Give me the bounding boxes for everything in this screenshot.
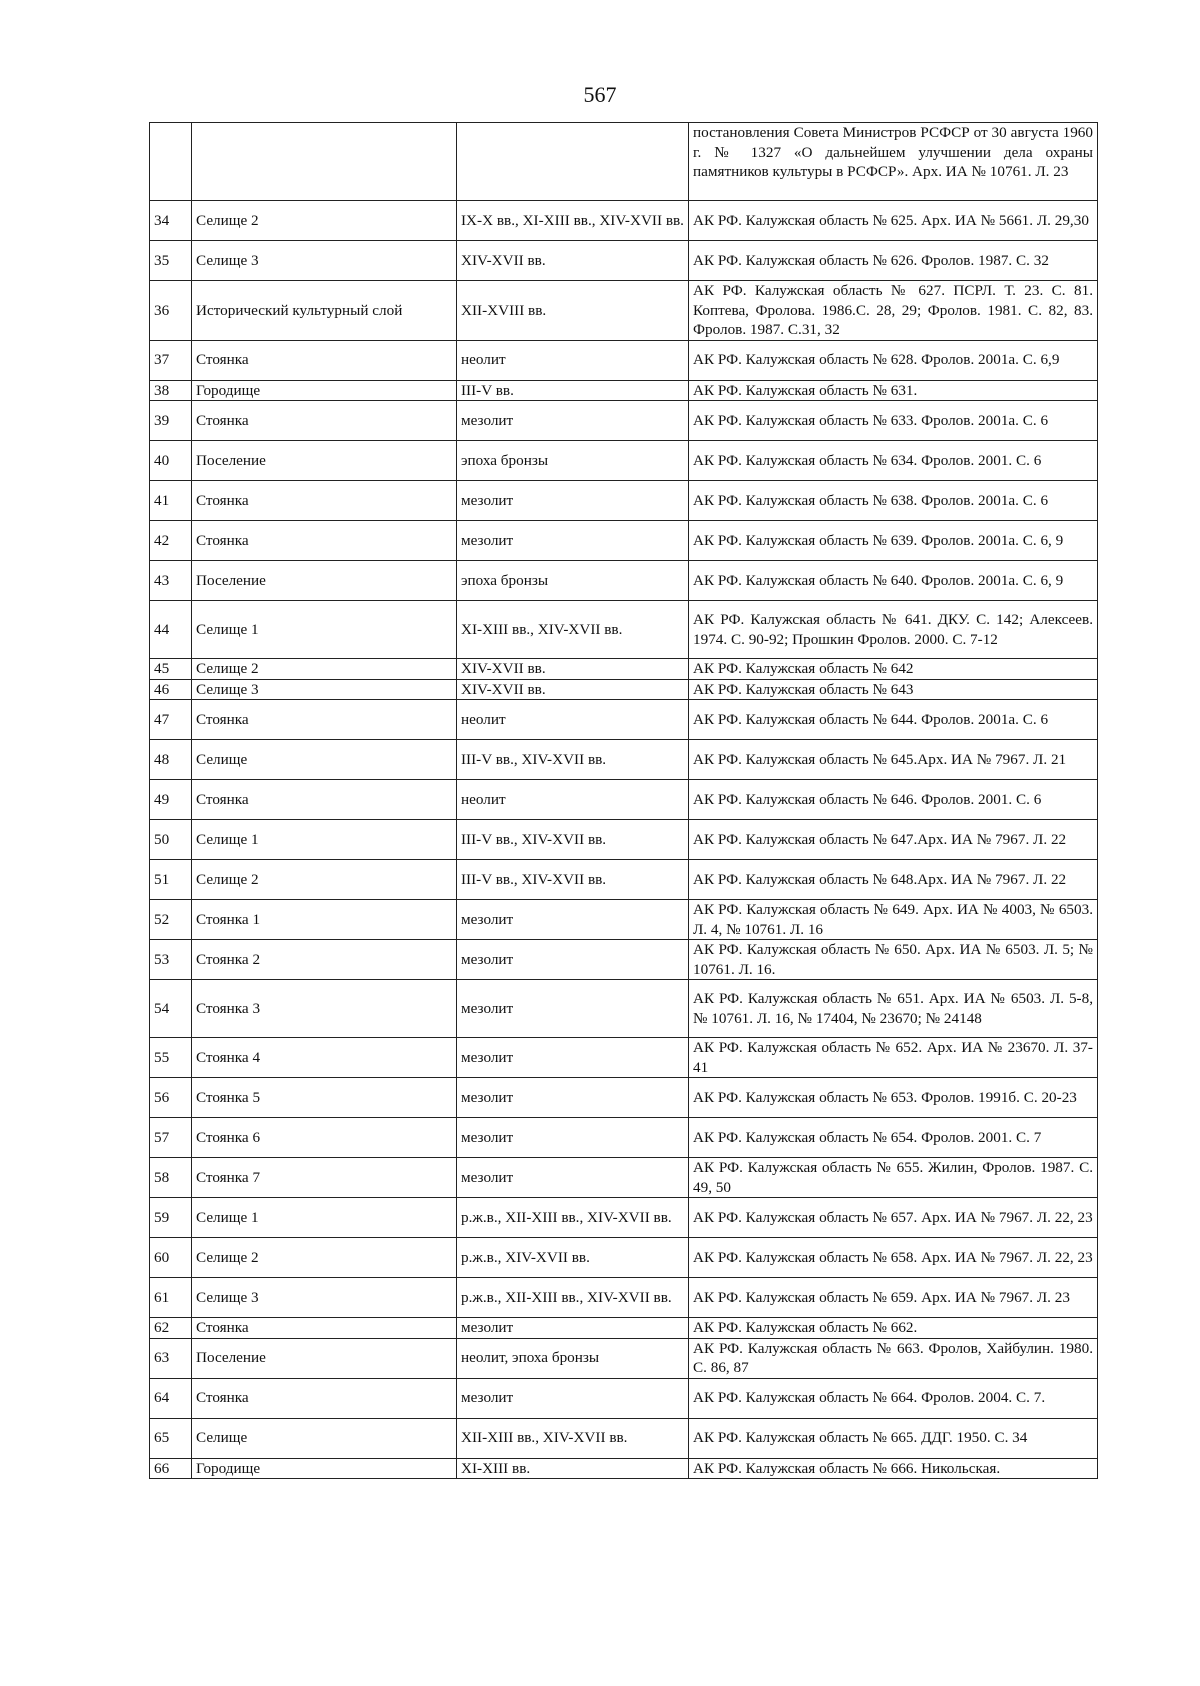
table-row xyxy=(150,340,1098,380)
source-reference: АК РФ. Калужская область № 647.Арх. ИА № 7967. Л. 22 xyxy=(689,820,1098,860)
source-reference: АК РФ. Калужская область № 666. Никольская. xyxy=(689,1458,1098,1479)
monument-dating: мезолит xyxy=(457,1158,689,1198)
monument-dating: IX-X вв., XI-XIII вв., XIV-XVII вв. xyxy=(457,201,689,241)
source-reference: АК РФ. Калужская область № 627. ПСРЛ. Т. 23. С. 81. Коптева, Фролова. 1986.С. 28, 29; Фролов. 1981. С. 82, 83. Фролов. 1987. С.31, 32 xyxy=(689,281,1098,341)
source-reference: АК РФ. Калужская область № 644. Фролов. 2001а. С. 6 xyxy=(689,700,1098,740)
row-number: 63 xyxy=(150,1338,192,1378)
monument-dating: неолит, эпоха бронзы xyxy=(457,1338,689,1378)
row-number: 57 xyxy=(150,1118,192,1158)
source-reference: АК РФ. Калужская область № 654. Фролов. 2001. С. 7 xyxy=(689,1118,1098,1158)
row-number: 65 xyxy=(150,1418,192,1458)
source-reference: АК РФ. Калужская область № 633. Фролов. 2001а. С. 6 xyxy=(689,401,1098,441)
row-number: 50 xyxy=(150,820,192,860)
monument-name: Стоянка 3 xyxy=(192,980,457,1038)
row-number: 51 xyxy=(150,860,192,900)
row-number: 58 xyxy=(150,1158,192,1198)
monument-name: Стоянка 4 xyxy=(192,1038,457,1078)
monument-name: Селище 2 xyxy=(192,860,457,900)
source-reference: АК РФ. Калужская область № 640. Фролов. 2001а. С. 6, 9 xyxy=(689,561,1098,601)
table-row xyxy=(150,980,1098,1038)
table-row xyxy=(150,1338,1098,1378)
row-number: 56 xyxy=(150,1078,192,1118)
table-row xyxy=(150,1078,1098,1118)
monument-dating: XIV-XVII вв. xyxy=(457,241,689,281)
monument-dating: XII-XIII вв., XIV-XVII вв. xyxy=(457,1418,689,1458)
monument-dating: XIV-XVII вв. xyxy=(457,659,689,680)
table-row xyxy=(150,1198,1098,1238)
monument-name: Поселение xyxy=(192,1338,457,1378)
monument-dating: мезолит xyxy=(457,1118,689,1158)
source-reference: АК РФ. Калужская область № 634. Фролов. 2001. С. 6 xyxy=(689,441,1098,481)
monument-name: Селище 3 xyxy=(192,679,457,700)
monument-dating: XII-XVIII вв. xyxy=(457,281,689,341)
row-number: 46 xyxy=(150,679,192,700)
table-row xyxy=(150,1378,1098,1418)
monument-dating: неолит xyxy=(457,780,689,820)
monument-dating: III-V вв. xyxy=(457,380,689,401)
source-reference: постановления Совета Министров РСФСР от 30 августа 1960 г. № 1327 «О дальнейшем улучшении дела охраны памятников культуры в РСФСР». Арх. ИА № 10761. Л. 23 xyxy=(689,123,1098,201)
monument-name: Городище xyxy=(192,380,457,401)
monument-dating: мезолит xyxy=(457,940,689,980)
table-row-continuation xyxy=(150,123,1098,201)
monument-name: Стоянка 6 xyxy=(192,1118,457,1158)
source-reference: АК РФ. Калужская область № 651. Арх. ИА № 6503. Л. 5-8, № 10761. Л. 16, № 17404, № 23670; № 24148 xyxy=(689,980,1098,1038)
monument-name: Стоянка 2 xyxy=(192,940,457,980)
monument-name: Стоянка xyxy=(192,401,457,441)
source-reference: АК РФ. Калужская область № 642 xyxy=(689,659,1098,680)
table-row xyxy=(150,1278,1098,1318)
table-body xyxy=(150,123,1098,1479)
table-row xyxy=(150,521,1098,561)
row-number: 60 xyxy=(150,1238,192,1278)
table-row xyxy=(150,1318,1098,1339)
table-row xyxy=(150,860,1098,900)
source-reference: АК РФ. Калужская область № 659. Арх. ИА № 7967. Л. 23 xyxy=(689,1278,1098,1318)
row-number: 55 xyxy=(150,1038,192,1078)
source-reference: АК РФ. Калужская область № 631. xyxy=(689,380,1098,401)
page-number: 567 xyxy=(583,82,617,107)
monument-dating: мезолит xyxy=(457,481,689,521)
row-number: 44 xyxy=(150,601,192,659)
monument-dating: мезолит xyxy=(457,1078,689,1118)
row-number: 39 xyxy=(150,401,192,441)
table-row xyxy=(150,380,1098,401)
monument-dating: мезолит xyxy=(457,401,689,441)
source-reference: АК РФ. Калужская область № 665. ДДГ. 1950. С. 34 xyxy=(689,1418,1098,1458)
table-row xyxy=(150,1458,1098,1479)
monument-name: Стоянка xyxy=(192,780,457,820)
monument-dating: мезолит xyxy=(457,980,689,1038)
table-row xyxy=(150,1238,1098,1278)
monument-dating: III-V вв., XIV-XVII вв. xyxy=(457,740,689,780)
monument-dating: мезолит xyxy=(457,1318,689,1339)
source-reference: АК РФ. Калужская область № 657. Арх. ИА № 7967. Л. 22, 23 xyxy=(689,1198,1098,1238)
table-row xyxy=(150,441,1098,481)
monument-name: Стоянка 5 xyxy=(192,1078,457,1118)
monument-dating: эпоха бронзы xyxy=(457,561,689,601)
table-row xyxy=(150,1038,1098,1078)
table-row xyxy=(150,740,1098,780)
monument-dating: мезолит xyxy=(457,521,689,561)
source-reference: АК РФ. Калужская область № 643 xyxy=(689,679,1098,700)
monument-dating: III-V вв., XIV-XVII вв. xyxy=(457,820,689,860)
monument-name: Стоянка 1 xyxy=(192,900,457,940)
source-reference: АК РФ. Калужская область № 649. Арх. ИА № 4003, № 6503. Л. 4, № 10761. Л. 16 xyxy=(689,900,1098,940)
source-reference: АК РФ. Калужская область № 650. Арх. ИА № 6503. Л. 5; № 10761. Л. 16. xyxy=(689,940,1098,980)
table-row xyxy=(150,241,1098,281)
row-number: 61 xyxy=(150,1278,192,1318)
row-number: 38 xyxy=(150,380,192,401)
row-number: 53 xyxy=(150,940,192,980)
row-number: 59 xyxy=(150,1198,192,1238)
monument-dating: мезолит xyxy=(457,1038,689,1078)
row-number: 52 xyxy=(150,900,192,940)
monument-name: Исторический культурный слой xyxy=(192,281,457,341)
monument-dating: XI-XIII вв., XIV-XVII вв. xyxy=(457,601,689,659)
monument-name: Стоянка xyxy=(192,340,457,380)
table-row xyxy=(150,281,1098,341)
row-number: 37 xyxy=(150,340,192,380)
row-number: 41 xyxy=(150,481,192,521)
source-reference: АК РФ. Калужская область № 655. Жилин, Фролов. 1987. С. 49, 50 xyxy=(689,1158,1098,1198)
monument-dating: XI-XIII вв. xyxy=(457,1458,689,1479)
row-number: 42 xyxy=(150,521,192,561)
row-number: 47 xyxy=(150,700,192,740)
monument-dating: р.ж.в., XII-XIII вв., XIV-XVII вв. xyxy=(457,1278,689,1318)
table-row xyxy=(150,940,1098,980)
source-reference: АК РФ. Калужская область № 648.Арх. ИА № 7967. Л. 22 xyxy=(689,860,1098,900)
source-reference: АК РФ. Калужская область № 664. Фролов. 2004. С. 7. xyxy=(689,1378,1098,1418)
row-number: 45 xyxy=(150,659,192,680)
monument-name: Поселение xyxy=(192,561,457,601)
monument-dating: мезолит xyxy=(457,1378,689,1418)
source-reference: АК РФ. Калужская область № 639. Фролов. 2001а. С. 6, 9 xyxy=(689,521,1098,561)
row-number: 62 xyxy=(150,1318,192,1339)
monument-name: Селище xyxy=(192,740,457,780)
monument-dating: неолит xyxy=(457,340,689,380)
monument-name: Селище 3 xyxy=(192,1278,457,1318)
monument-name: Стоянка 7 xyxy=(192,1158,457,1198)
monument-name: Стоянка xyxy=(192,481,457,521)
monument-name: Селище 1 xyxy=(192,1198,457,1238)
monument-name: Селище xyxy=(192,1418,457,1458)
monument-name: Стоянка xyxy=(192,700,457,740)
table-row xyxy=(150,700,1098,740)
monument-name: Селище 2 xyxy=(192,1238,457,1278)
monument-name xyxy=(192,123,457,201)
row-number: 43 xyxy=(150,561,192,601)
source-reference: АК РФ. Калужская область № 662. xyxy=(689,1318,1098,1339)
row-number: 35 xyxy=(150,241,192,281)
monument-dating xyxy=(457,123,689,201)
table-row xyxy=(150,1418,1098,1458)
monument-name: Поселение xyxy=(192,441,457,481)
monument-name: Селище 1 xyxy=(192,820,457,860)
row-number xyxy=(150,123,192,201)
monument-name: Стоянка xyxy=(192,521,457,561)
monument-dating: III-V вв., XIV-XVII вв. xyxy=(457,860,689,900)
table-row xyxy=(150,679,1098,700)
source-reference: АК РФ. Калужская область № 626. Фролов. 1987. С. 32 xyxy=(689,241,1098,281)
table-row xyxy=(150,561,1098,601)
table-row xyxy=(150,780,1098,820)
monument-dating: р.ж.в., XIV-XVII вв. xyxy=(457,1238,689,1278)
table-row xyxy=(150,820,1098,860)
monument-name: Селище 1 xyxy=(192,601,457,659)
row-number: 36 xyxy=(150,281,192,341)
source-reference: АК РФ. Калужская область № 625. Арх. ИА № 5661. Л. 29,30 xyxy=(689,201,1098,241)
table-row xyxy=(150,659,1098,680)
monument-name: Селище 3 xyxy=(192,241,457,281)
table-row xyxy=(150,601,1098,659)
source-reference: АК РФ. Калужская область № 638. Фролов. 2001а. С. 6 xyxy=(689,481,1098,521)
table-row xyxy=(150,1158,1098,1198)
monument-name: Стоянка xyxy=(192,1318,457,1339)
monument-dating: мезолит xyxy=(457,900,689,940)
table-row xyxy=(150,401,1098,441)
source-reference: АК РФ. Калужская область № 641. ДКУ. С. 142; Алексеев. 1974. С. 90-92; Прошкин Фролов. 2000. С. 7-12 xyxy=(689,601,1098,659)
table-row xyxy=(150,201,1098,241)
source-reference: АК РФ. Калужская область № 663. Фролов, Хайбулин. 1980. С. 86, 87 xyxy=(689,1338,1098,1378)
monument-name: Селище 2 xyxy=(192,201,457,241)
monument-dating: неолит xyxy=(457,700,689,740)
row-number: 66 xyxy=(150,1458,192,1479)
monument-dating: эпоха бронзы xyxy=(457,441,689,481)
table-row xyxy=(150,900,1098,940)
row-number: 64 xyxy=(150,1378,192,1418)
source-reference: АК РФ. Калужская область № 653. Фролов. 1991б. С. 20-23 xyxy=(689,1078,1098,1118)
monuments-table xyxy=(149,122,1098,1479)
table-row xyxy=(150,481,1098,521)
monument-name: Городище xyxy=(192,1458,457,1479)
monument-name: Стоянка xyxy=(192,1378,457,1418)
table-row xyxy=(150,1118,1098,1158)
row-number: 48 xyxy=(150,740,192,780)
monument-dating: XIV-XVII вв. xyxy=(457,679,689,700)
row-number: 34 xyxy=(150,201,192,241)
row-number: 40 xyxy=(150,441,192,481)
monument-name: Селище 2 xyxy=(192,659,457,680)
monument-dating: р.ж.в., XII-XIII вв., XIV-XVII вв. xyxy=(457,1198,689,1238)
source-reference: АК РФ. Калужская область № 628. Фролов. 2001а. С. 6,9 xyxy=(689,340,1098,380)
source-reference: АК РФ. Калужская область № 652. Арх. ИА № 23670. Л. 37-41 xyxy=(689,1038,1098,1078)
source-reference: АК РФ. Калужская область № 645.Арх. ИА № 7967. Л. 21 xyxy=(689,740,1098,780)
source-reference: АК РФ. Калужская область № 646. Фролов. 2001. С. 6 xyxy=(689,780,1098,820)
row-number: 49 xyxy=(150,780,192,820)
row-number: 54 xyxy=(150,980,192,1038)
source-reference: АК РФ. Калужская область № 658. Арх. ИА № 7967. Л. 22, 23 xyxy=(689,1238,1098,1278)
